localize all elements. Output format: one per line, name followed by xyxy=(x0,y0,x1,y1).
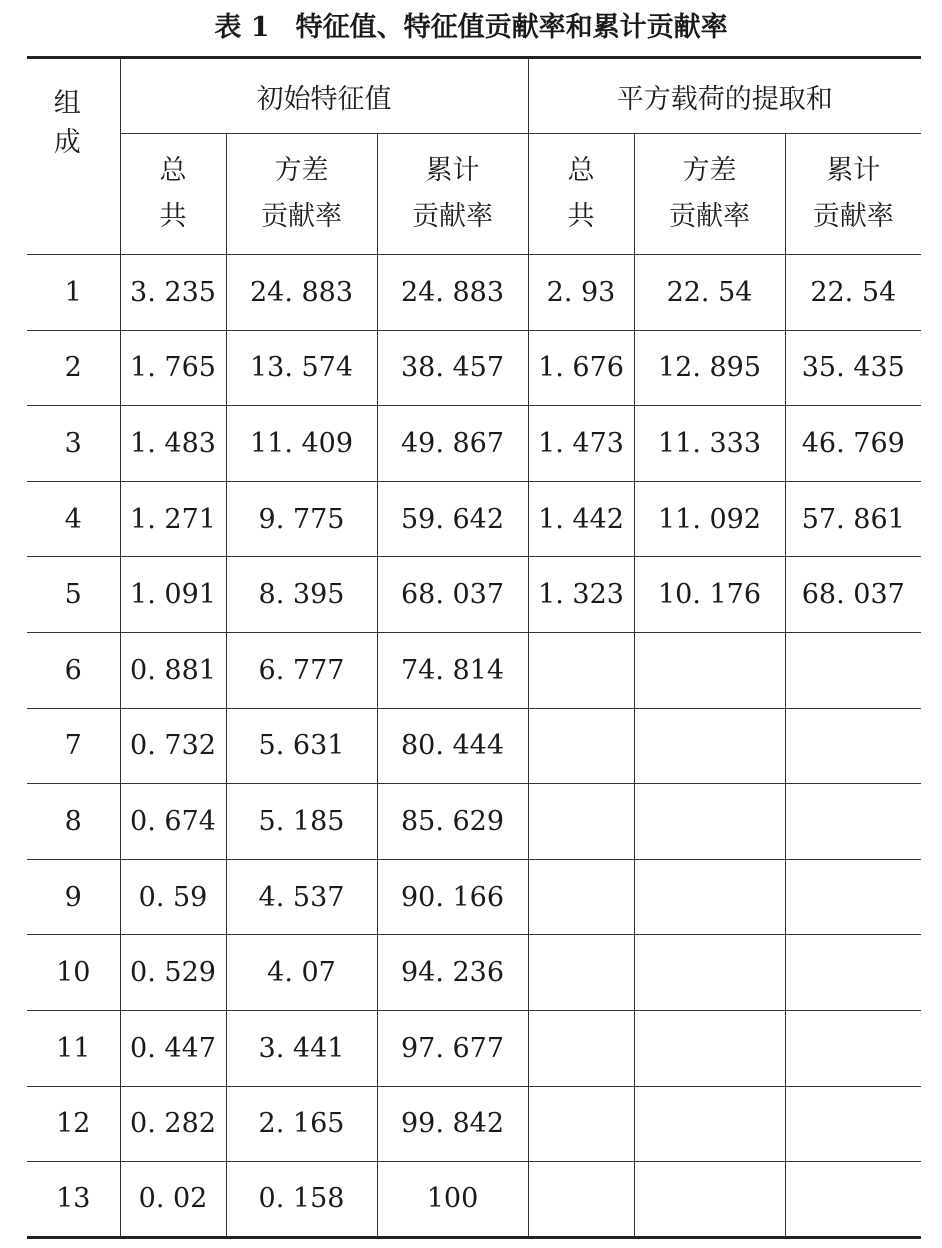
initial-variance-pct-cell: 8. 395 xyxy=(226,557,377,633)
component-number: 10 xyxy=(27,935,120,1011)
col-header-variance-pct: 方差 贡献率 xyxy=(226,134,377,255)
component-number: 11 xyxy=(27,1010,120,1086)
table-row xyxy=(27,330,921,406)
component-number: 2 xyxy=(27,330,120,406)
initial-total-cell: 1. 483 xyxy=(120,406,226,482)
extracted-variance-pct-cell xyxy=(634,1010,785,1086)
initial-cumulative-pct-cell: 100 xyxy=(377,1162,528,1238)
extracted-cumulative-pct-cell: 35. 435 xyxy=(785,330,921,406)
extracted-total-cell: 1. 323 xyxy=(528,557,634,633)
initial-cumulative-pct-cell: 80. 444 xyxy=(377,708,528,784)
initial-variance-pct-cell: 13. 574 xyxy=(226,330,377,406)
initial-total-cell: 1. 765 xyxy=(120,330,226,406)
table-title: 特征值、特征值贡献率和累计贡献率 xyxy=(295,12,728,43)
extracted-cumulative-pct-cell: 22. 54 xyxy=(785,255,921,331)
component-number: 7 xyxy=(27,708,120,784)
table-row xyxy=(27,784,921,860)
extracted-variance-pct-cell xyxy=(634,708,785,784)
extracted-total-cell: 1. 442 xyxy=(528,481,634,557)
extracted-total-cell xyxy=(528,1162,634,1238)
initial-cumulative-pct-cell: 74. 814 xyxy=(377,632,528,708)
extracted-variance-pct-cell: 10. 176 xyxy=(634,557,785,633)
initial-variance-pct-cell: 4. 537 xyxy=(226,859,377,935)
extracted-total-cell xyxy=(528,1086,634,1162)
extracted-cumulative-pct-cell xyxy=(785,784,921,860)
extracted-variance-pct-cell xyxy=(634,784,785,860)
table-row xyxy=(27,255,921,331)
component-number: 3 xyxy=(27,406,120,482)
initial-cumulative-pct-cell: 90. 166 xyxy=(377,859,528,935)
initial-total-cell: 3. 235 xyxy=(120,255,226,331)
extracted-variance-pct-cell xyxy=(634,935,785,1011)
initial-variance-pct-cell: 24. 883 xyxy=(226,255,377,331)
initial-total-cell: 0. 59 xyxy=(120,859,226,935)
extracted-variance-pct-cell: 22. 54 xyxy=(634,255,785,331)
initial-cumulative-pct-cell: 99. 842 xyxy=(377,1086,528,1162)
table-number: 表 1 xyxy=(214,12,270,43)
initial-total-cell: 1. 271 xyxy=(120,481,226,557)
table-row xyxy=(27,632,921,708)
extracted-cumulative-pct-cell: 57. 861 xyxy=(785,481,921,557)
initial-variance-pct-cell: 9. 775 xyxy=(226,481,377,557)
extracted-variance-pct-cell: 11. 333 xyxy=(634,406,785,482)
extracted-variance-pct-cell: 11. 092 xyxy=(634,481,785,557)
initial-total-cell: 0. 732 xyxy=(120,708,226,784)
extracted-total-cell xyxy=(528,708,634,784)
initial-cumulative-pct-cell: 24. 883 xyxy=(377,255,528,331)
component-number: 8 xyxy=(27,784,120,860)
initial-total-cell: 1. 091 xyxy=(120,557,226,633)
table-row xyxy=(27,859,921,935)
initial-variance-pct-cell: 6. 777 xyxy=(226,632,377,708)
initial-variance-pct-cell: 0. 158 xyxy=(226,1162,377,1238)
extracted-total-cell xyxy=(528,1010,634,1086)
initial-cumulative-pct-cell: 94. 236 xyxy=(377,935,528,1011)
component-number: 4 xyxy=(27,481,120,557)
table-row xyxy=(27,481,921,557)
extracted-total-cell xyxy=(528,859,634,935)
extracted-cumulative-pct-cell xyxy=(785,632,921,708)
initial-cumulative-pct-cell: 68. 037 xyxy=(377,557,528,633)
col-header-total: 总 共 xyxy=(120,134,226,255)
initial-total-cell: 0. 282 xyxy=(120,1086,226,1162)
extracted-cumulative-pct-cell: 68. 037 xyxy=(785,557,921,633)
initial-total-cell: 0. 881 xyxy=(120,632,226,708)
initial-cumulative-pct-cell: 49. 867 xyxy=(377,406,528,482)
table-row xyxy=(27,1162,921,1238)
table-row xyxy=(27,557,921,633)
extracted-total-cell xyxy=(528,935,634,1011)
table-caption xyxy=(0,8,942,48)
extracted-total-cell xyxy=(528,632,634,708)
extracted-total-cell: 1. 676 xyxy=(528,330,634,406)
eigenvalue-table xyxy=(27,56,921,1239)
initial-cumulative-pct-cell: 85. 629 xyxy=(377,784,528,860)
col-header-cumulative-pct: 累计 贡献率 xyxy=(785,134,921,255)
extracted-total-cell: 2. 93 xyxy=(528,255,634,331)
table-row xyxy=(27,1010,921,1086)
extracted-variance-pct-cell xyxy=(634,632,785,708)
initial-total-cell: 0. 674 xyxy=(120,784,226,860)
initial-total-cell: 0. 529 xyxy=(120,935,226,1011)
extracted-cumulative-pct-cell xyxy=(785,1010,921,1086)
extracted-cumulative-pct-cell xyxy=(785,859,921,935)
component-number: 12 xyxy=(27,1086,120,1162)
extracted-cumulative-pct-cell: 46. 769 xyxy=(785,406,921,482)
table-row xyxy=(27,1086,921,1162)
table-row xyxy=(27,406,921,482)
component-number: 6 xyxy=(27,632,120,708)
initial-cumulative-pct-cell: 38. 457 xyxy=(377,330,528,406)
table-row xyxy=(27,708,921,784)
initial-variance-pct-cell: 3. 441 xyxy=(226,1010,377,1086)
initial-total-cell: 0. 02 xyxy=(120,1162,226,1238)
col-header-variance-pct: 方差 贡献率 xyxy=(634,134,785,255)
extracted-variance-pct-cell xyxy=(634,1086,785,1162)
initial-variance-pct-cell: 11. 409 xyxy=(226,406,377,482)
extracted-total-cell: 1. 473 xyxy=(528,406,634,482)
extracted-cumulative-pct-cell xyxy=(785,708,921,784)
initial-cumulative-pct-cell: 59. 642 xyxy=(377,481,528,557)
component-number: 5 xyxy=(27,557,120,633)
component-number: 13 xyxy=(27,1162,120,1238)
table-row xyxy=(27,935,921,1011)
extracted-variance-pct-cell xyxy=(634,1162,785,1238)
col-header-cumulative-pct: 累计 贡献率 xyxy=(377,134,528,255)
initial-cumulative-pct-cell: 97. 677 xyxy=(377,1010,528,1086)
group-header-initial-eigenvalues: 初始特征值 xyxy=(120,58,528,134)
row-label-header: 组 成 xyxy=(27,58,120,255)
initial-variance-pct-cell: 2. 165 xyxy=(226,1086,377,1162)
col-header-total: 总 共 xyxy=(528,134,634,255)
table-body xyxy=(27,255,921,1238)
extracted-total-cell xyxy=(528,784,634,860)
extracted-cumulative-pct-cell xyxy=(785,1162,921,1238)
component-number: 1 xyxy=(27,255,120,331)
initial-variance-pct-cell: 4. 07 xyxy=(226,935,377,1011)
extracted-variance-pct-cell: 12. 895 xyxy=(634,330,785,406)
extracted-cumulative-pct-cell xyxy=(785,935,921,1011)
group-header-extraction-sums: 平方载荷的提取和 xyxy=(528,58,921,134)
extracted-variance-pct-cell xyxy=(634,859,785,935)
initial-variance-pct-cell: 5. 631 xyxy=(226,708,377,784)
component-number: 9 xyxy=(27,859,120,935)
initial-total-cell: 0. 447 xyxy=(120,1010,226,1086)
initial-variance-pct-cell: 5. 185 xyxy=(226,784,377,860)
extracted-cumulative-pct-cell xyxy=(785,1086,921,1162)
